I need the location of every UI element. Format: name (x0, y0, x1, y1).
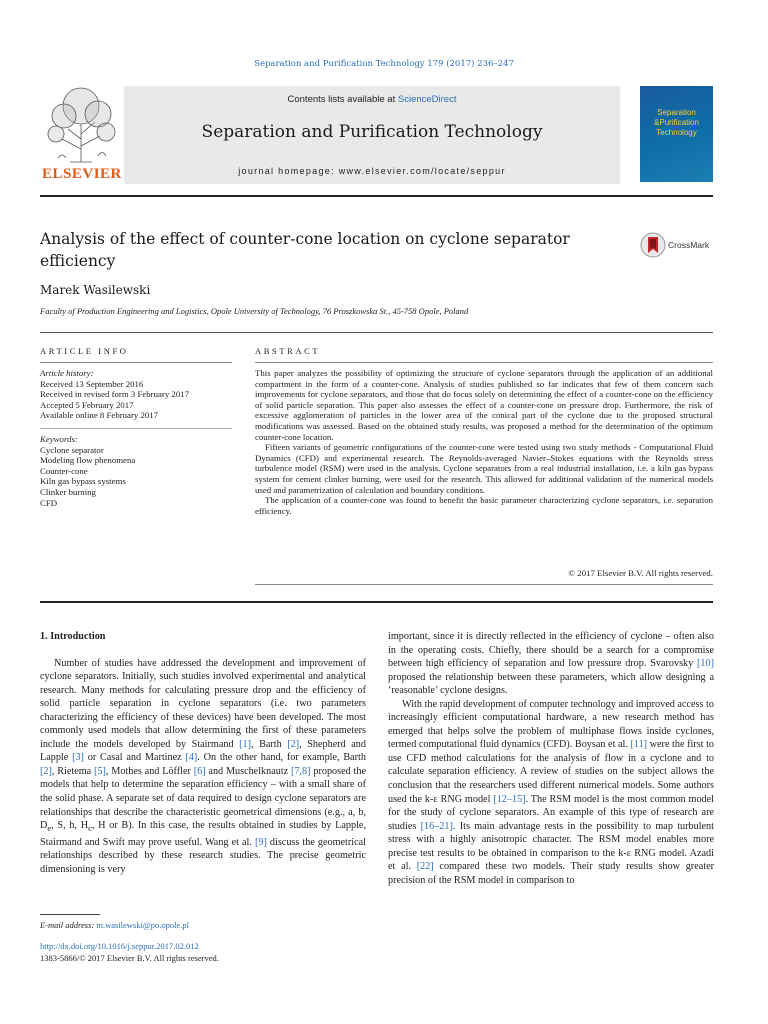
paper-title: Analysis of the effect of counter-cone location on cyclone separator efficiency (40, 230, 570, 270)
journal-header (124, 86, 620, 184)
cover-title-line: &Purification (654, 118, 699, 127)
citation-link[interactable]: [2] (287, 738, 300, 750)
journal-reference-link[interactable]: Separation and Purification Technology 179 (2017) 236–247 (254, 59, 514, 69)
email-link[interactable]: m.wasilewski@po.opole.pl (96, 920, 189, 930)
issn-copyright: 1383-5866/© 2017 Elsevier B.V. All rights reserved. (40, 953, 219, 963)
doi-link[interactable]: http://dx.doi.org/10.1016/j.seppur.2017.02.012 (40, 941, 199, 951)
history-item: Received in revised form 3 February 2017 (40, 389, 190, 400)
history-divider (40, 428, 232, 429)
citation-link[interactable]: [2] (40, 765, 52, 777)
abstract-copyright: © 2017 Elsevier B.V. All rights reserved. (568, 568, 713, 578)
keyword-item: CFD (40, 497, 58, 508)
journal-homepage[interactable]: journal homepage: www.elsevier.com/locate/seppur (238, 166, 506, 176)
keyword-item: Kiln gas bypass systems (40, 476, 126, 487)
elsevier-tree-icon (40, 84, 122, 164)
citation-link[interactable]: [5] (94, 765, 106, 777)
journal-reference (0, 59, 768, 69)
email-label: E-mail address: (40, 920, 97, 930)
citation-link[interactable]: [22] (416, 861, 434, 873)
body-column-left (40, 630, 366, 876)
citation-link[interactable]: [3] (72, 752, 84, 764)
subscript: c (88, 823, 92, 834)
citation-link[interactable]: [10] (697, 658, 714, 670)
citation-link[interactable]: [16–21] (420, 820, 453, 832)
contents-line (124, 94, 620, 105)
author-affiliation: Faculty of Production Engineering and Logistics, Opole University of Technology, 76 Proszkowska St., 45-758 Opole, Poland (40, 306, 469, 316)
cover-title-line: Technology (656, 128, 697, 137)
body-paragraph: important, since it is directly reflected in the efficiency of cyclone – often also in the operating costs. Chiefly, there should be a search for a compromise between high efficiency of separation and low pressure drop. Svarovsky [10] proposed the relationship between these parameters, which allow designing a ‘reasonable’ cyclone designs. (388, 631, 714, 697)
abstract-paragraph: This paper analyzes the possibility of optimizing the structure of cyclone separators through the application of an additional compartment in the form of a counter-cone. Analysis of studies published so far indicates that few of them concern such improvements for cyclone separators, and those that do focus solely on determining the effect of a counter-cone on the efficiency of solid particle separation. This paper also assesses the effect of a counter-cone on pressure drop. Furthermore, the risk of excessive agglomeration of particles in the lower area of the conical part of the cyclone due to the proposed structural modifications was assessed. Based on the obtained study results, was proposed a method for the determination of the optimum counter-cone location. (255, 368, 713, 442)
cover-title (640, 108, 713, 138)
author-email (40, 920, 189, 930)
keyword-item: Clinker burning (40, 486, 96, 497)
article-info-rule (40, 362, 232, 363)
abstract-rule-bottom (255, 584, 713, 585)
history-item: Received 13 September 2016 (40, 378, 144, 389)
keywords-label: Keywords: (40, 433, 78, 444)
keyword-item: Modeling flow phenomena (40, 455, 136, 466)
history-label: Article history: (40, 368, 94, 378)
body-divider (40, 601, 713, 603)
body-paragraph: Number of studies have addressed the development and improvement of cyclone separators. Initially, such studies involved experimental and analytical research. Many methods for calculating pressure drop and the efficiency of solid particle separation in cyclone separators (i.e. two parameters characterizing the efficiency of these devices) have been developed. The most commonly used models that allow determining the first of these parameters include the models developed by Stairmand [1], Barth [2], Shepherd and Lapple [3] or Casal and Martinez [4]. On the other hand, for example, Barth [2], Rietema [5], Mothes and Löffler [6] and Muschelknautz [7,8] proposed the models that help to determine the separation efficiency – with a small share of the solid phase. A separate set of data required to design cyclone separators are relationships that describe the characteristic geometrical dimensions (e.g., a, b, $D_e$, S, h, $H_c$, H or B). In this case, the results obtained in studies by Lapple, Stairmand and Swift may prove useful. Wang et al. [9] discuss the geometrical relationships described by these research studies. The precise geometric dimensioning is very (40, 657, 366, 875)
keyword-item: Counter-cone (40, 465, 88, 476)
contents-prefix: Contents lists available at (287, 94, 398, 105)
subscript: e (47, 823, 52, 834)
footnote-rule (40, 914, 100, 915)
citation-link[interactable]: [6] (193, 765, 206, 777)
section-heading: 1. Introduction (40, 631, 106, 642)
citation-link[interactable]: [1] (239, 738, 251, 750)
history-item: Available online 8 February 2017 (40, 410, 159, 421)
elsevier-wordmark: ELSEVIER (42, 166, 122, 182)
citation-link[interactable]: [11] (630, 739, 648, 751)
abstract-paragraph: The application of a counter-cone was found to benefit the basic parameter characterizing cyclone separators, i.e. separation efficiency. (255, 495, 713, 516)
cover-title-line: Separation (657, 108, 696, 117)
body-column-right (388, 630, 714, 887)
crossmark-icon (640, 232, 666, 258)
elsevier-logo (40, 84, 122, 184)
abstract-body (255, 368, 713, 516)
citation-link[interactable]: [7,8] (291, 765, 311, 777)
citation-link[interactable]: [9] (254, 836, 267, 848)
history-item: Accepted 5 February 2017 (40, 399, 134, 410)
article-info (40, 368, 235, 508)
citation-link[interactable]: [12–15] (493, 793, 526, 805)
keyword-item: Cyclone separator (40, 444, 104, 455)
abstract-heading: ABSTRACT (255, 346, 321, 356)
author-name: Marek Wasilewski (40, 283, 151, 297)
journal-title: Separation and Purification Technology (201, 122, 543, 142)
sciencedirect-link[interactable]: ScienceDirect (397, 94, 457, 105)
article-info-heading: ARTICLE INFO (40, 346, 129, 356)
abstract-paragraph: Fifteen variants of geometric configurations of the counter-cone were tested using two study methods - Computational Fluid Dynamics (CFD) and experimental research. The Reynolds-averaged Navier–Stokes equations with the Reynolds stress turbulence model (RSM) were used in the analysis. Cyclone separators from a real industrial installation, i.e. a kiln gas bypass system for cement clinker burning, were used for the research. This allowed for additional validation of the numerical models used and parametrization of calculation and boundary conditions. (255, 442, 713, 495)
crossmark-label: CrossMark (668, 240, 710, 250)
crossmark-badge[interactable] (640, 232, 720, 258)
body-paragraph: With the rapid development of computer technology and improved access to increasingly efficient computational hardware, a new research method has emerged that helps solve the problem of multiphase flows inside cyclones, termed computational fluid dynamics (CFD). Boysan et al. [11] were the first to use CFD method calculations for the analysis of flow in a cyclone and to calculate separation efficiency. A review of studies on the subject allows the conclusion that the researchers used different numerical models. Some authors used the k-ε RNG model [12–15]. The RSM model is the most common model for the study of cyclone separators. An example of this type of research are studies [16–21]. Its main advantage rests in the possibility to map turbulent stress with a highly anisotropic character. The RSM model enables more precise test results to be obtained in comparison to the k-ε RNG model. Azadi et al. [22] compared these two models. Their study results show greater precision of the RSM model in comparison to (388, 698, 715, 886)
abstract-rule-top (255, 362, 713, 363)
citation-link[interactable]: [4] (185, 752, 198, 764)
header-divider (40, 195, 713, 197)
journal-cover (640, 86, 713, 182)
front-matter-divider (40, 332, 713, 333)
